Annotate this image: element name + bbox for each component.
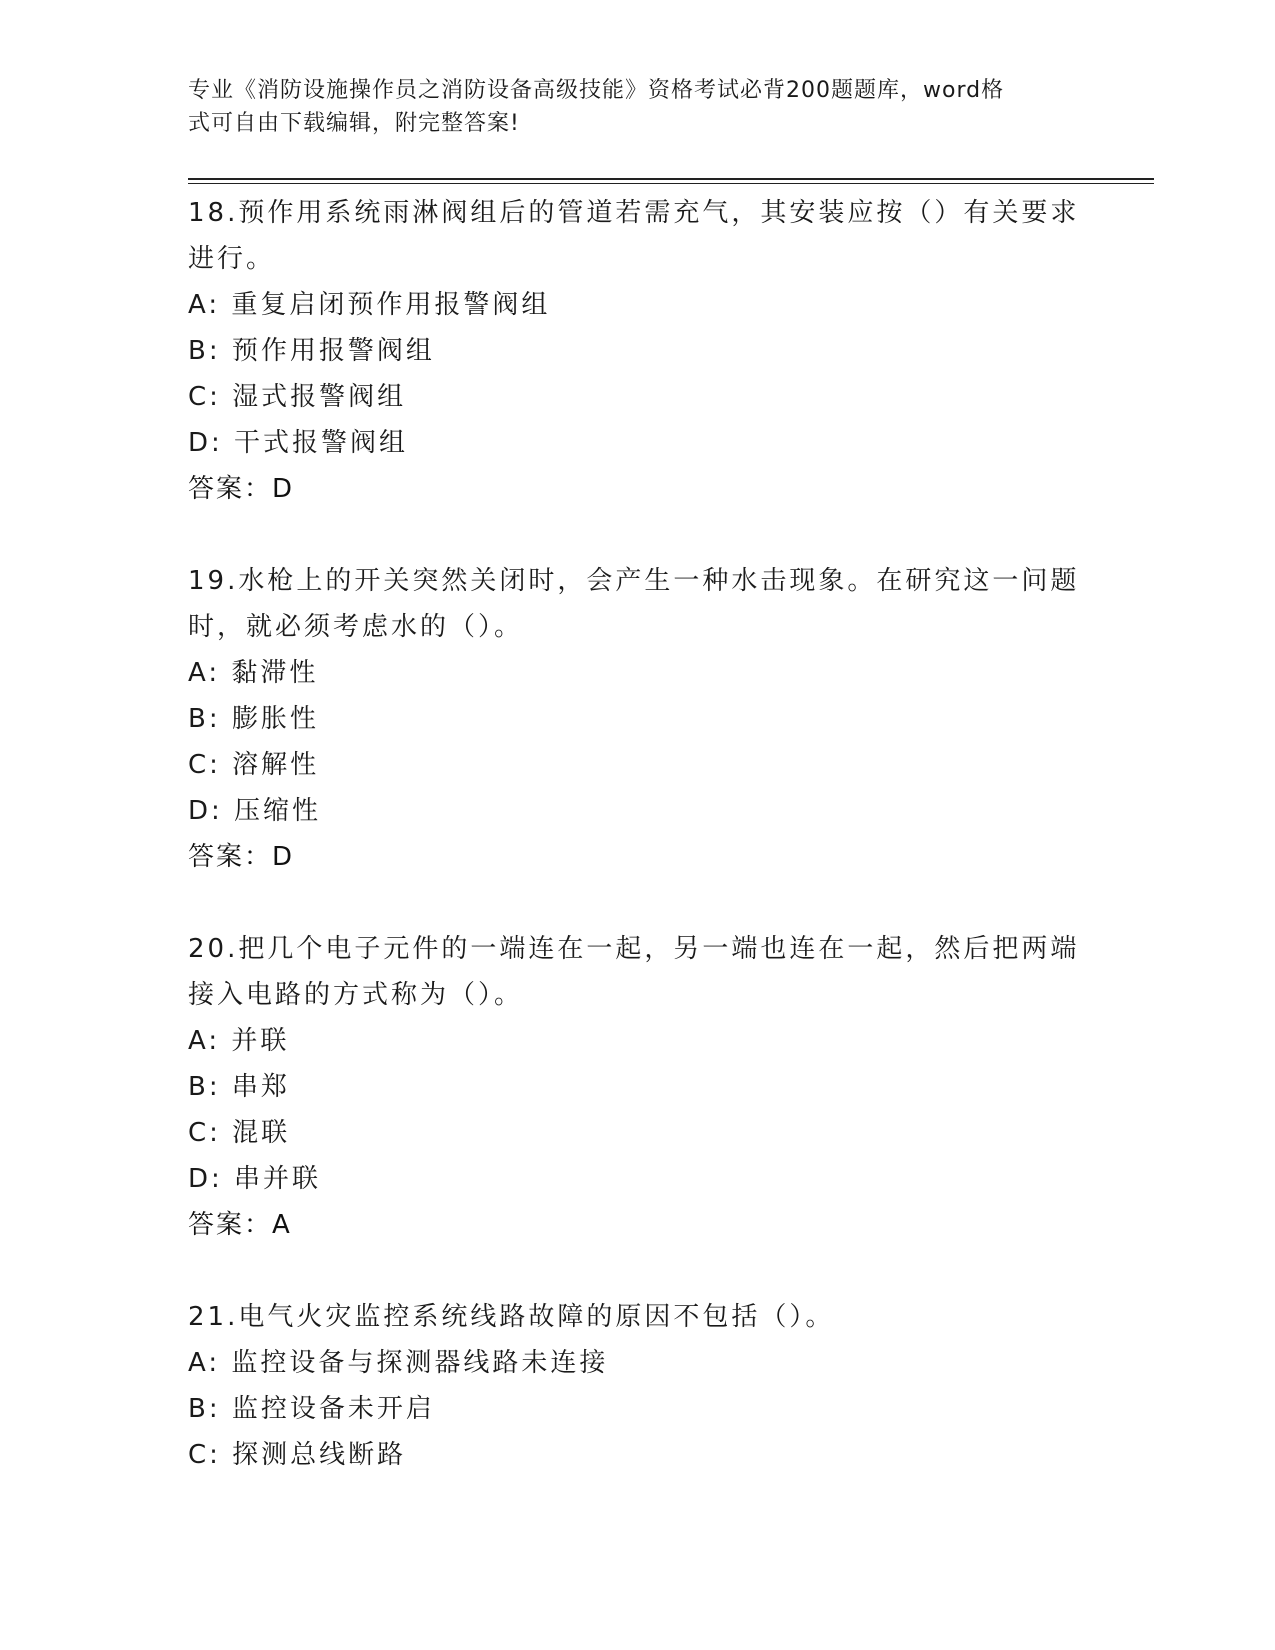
answer-value: D [272,842,293,872]
question-19 [188,558,1088,880]
answer-line [188,1202,1088,1248]
option-c: C: 探测总线断路 [188,1440,407,1470]
option-c: C: 溶解性 [188,750,320,780]
answer-line [188,466,1088,512]
question-stem-continued: 接入电路的方式称为（）。 [188,980,524,1010]
question-stem: 18.预作用系统雨淋阀组后的管道若需充气，其安装应按（）有关要求 [188,198,1080,228]
header-line-2: 式可自由下载编辑，附完整答案! [188,111,520,136]
question-list [188,190,1088,1524]
option-c: C: 混联 [188,1118,291,1148]
question-stem: 20.把几个电子元件的一端连在一起，另一端也连在一起，然后把两端 [188,934,1080,964]
answer-label: 答案： [188,474,273,504]
answer-label: 答案： [188,1210,273,1240]
question-stem-continued: 时，就必须考虑水的（）。 [188,612,524,642]
question-20 [188,926,1088,1248]
answer-value: A [272,1210,290,1240]
question-21 [188,1294,1088,1478]
header-divider-thick [188,178,1154,180]
answer-value: D [272,474,293,504]
question-stem: 21.电气火灾监控系统线路故障的原因不包括（）。 [188,1302,835,1332]
option-a: A: 黏滞性 [188,658,319,688]
option-d: D: 压缩性 [188,796,322,826]
option-b: B: 串郑 [188,1072,290,1102]
option-b: B: 预作用报警阀组 [188,336,435,366]
header-line-1: 专业《消防设施操作员之消防设备高级技能》资格考试必背200题题库，word格 [188,78,1005,103]
option-a: A: 并联 [188,1026,290,1056]
option-d: D: 串并联 [188,1164,322,1194]
option-a: A: 重复启闭预作用报警阀组 [188,290,551,320]
option-b: B: 监控设备未开启 [188,1394,435,1424]
option-c: C: 湿式报警阀组 [188,382,407,412]
option-d: D: 干式报警阀组 [188,428,409,458]
question-stem: 19.水枪上的开关突然关闭时，会产生一种水击现象。在研究这一问题 [188,566,1080,596]
answer-line [188,834,1088,880]
question-18 [188,190,1088,512]
option-a: A: 监控设备与探测器线路未连接 [188,1348,609,1378]
header-divider-thin [188,183,1154,184]
answer-label: 答案： [188,842,273,872]
question-stem-continued: 进行。 [188,244,276,274]
option-b: B: 膨胀性 [188,704,319,734]
document-header [188,74,1068,140]
